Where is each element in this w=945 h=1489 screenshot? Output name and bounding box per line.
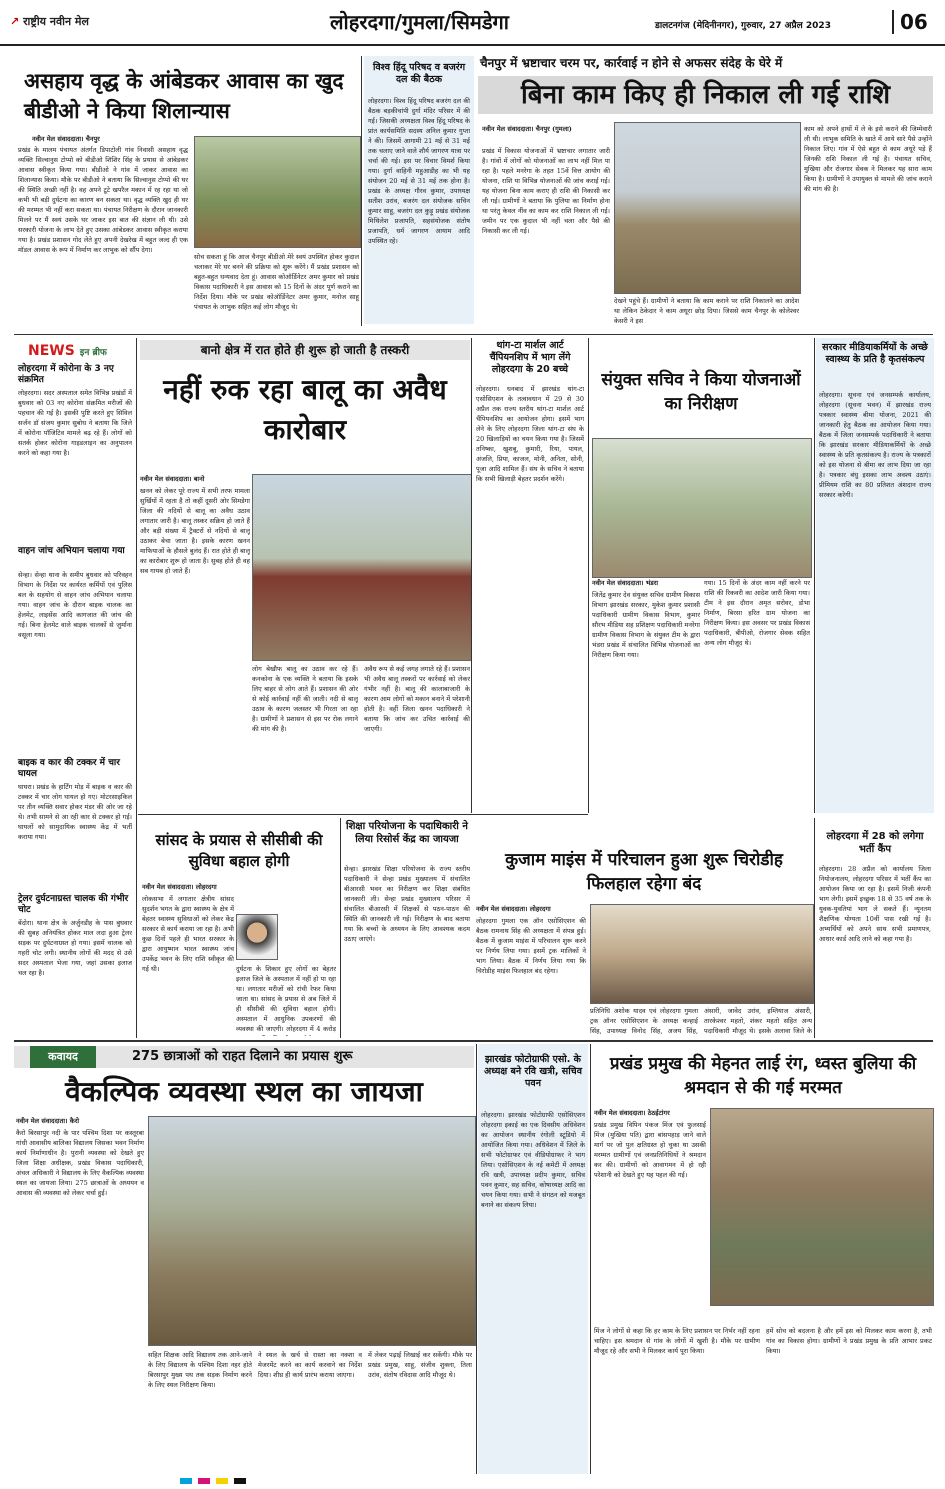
headline: सांसद के प्रयास से सीसीबी की सुविधा बहाल होगी [155,831,323,870]
headline: नहीं रुक रहा बालू का अवैध कारोबार [163,373,447,446]
kicker: 275 छात्राओं को राहत दिलाने का प्रयास शुरू [132,1049,353,1064]
article-photography-assoc [478,1044,588,1474]
article-media-health [816,338,934,813]
print-color-bar [180,1478,780,1484]
article-body-cont: लोग बेखौफ बालू का उठाव कर रहे हैं। कनकोना के एक व्यक्ति ने बताया कि इसके लिए बाहर से लोग आते हैं। प्रशासन की ओर से कोई कार्रवाई नहीं की जाती। नदी से बालू उठाव के कारण जलस्तर भी गिरता जा रहा है। ग्रामीणों ने प्रशासन से इस पर रोक लगाने की मांग की है। [252,665,358,733]
article-body-cont2: अंसारी, जावेद उरांव, इम्तियाज अंसारी, तारकेश्वर महतो, शंकर महतो सहित अन्य पदाधिकारी मौजूद थे। इसके अलावा जिले के [704,1007,812,1035]
headline: बिना काम किए ही निकाल ली गई राशि [478,76,933,114]
article-body-cont: मिंज ने लोगों से कहा कि हर काम के लिए प्रशासन पर निर्भर नहीं रहना चाहिए। इस श्रमदान से गांव के लोगों में खुशी है। मौके पर ग्रामीण मौजूद रहे और सभी ने मिलकर कार्य पूरा किया। [594,1327,760,1355]
divider [136,338,137,1038]
color-swatch-magenta [198,1478,210,1484]
article-body-cont2: अवैध रूप से कई जगह लगाते रहे हैं। प्रशासन भी अवैध बालू तस्करों पर कार्रवाई को लेकर गंभीर नहीं है। बालू की कालाबाजारी के कारण आम लोगों को मकान बनाने में परेशानी होती है। वहीं जिला खनन पदाधिकारी ने बताया कि जांच कर उचित कार्रवाई की जाएगी। [364,665,470,733]
brief-title-trailer: ट्रेलर दुर्घटनाग्रस्त चालक की गंभीर चोट [18,894,129,915]
article-body-cont2: ने स्थल के खर्च से रास्ता का नक्शा व मेजरमेंट करने का कार्य करवाने का निर्देश दिया। शीघ्र ही कार्य प्रारंभ कराया जाएगा। [258,1351,362,1379]
article-vhp-meeting [364,56,474,324]
photo-bdo-foundation [194,136,361,248]
article-body: लोहरदगा गुमला एक ऑन एसोसिएशन की बैठक रामनाथ सिंह की अध्यक्षता में संपन्न हुई। बैठक में कुजाम माइंस में परिचालन शुरू करने पर निर्णय लिया गया। इसमें ट्रक मालिकों ने भाग लिया। बैठक में निर्णय लिया गया कि चिरोडीह माइंस फिलहाल बंद रहेगा। [476,917,586,975]
byline: नवीन मेल संवाददाता। भंडरा [592,579,659,587]
byline: नवीन मेल संवाददाता। चैनपुर [32,135,100,143]
photo-inspection [592,438,812,578]
article-culvert-repair [592,1044,934,1474]
masthead [0,0,945,46]
article-body-cont2: हमें सोच को बदलना है और हमें इस को मिलकर काम करना है, तभी गांव का विकास होगा। ग्रामीणों ने प्रखंड प्रमुख के प्रति आभार प्रकट किया। [766,1327,932,1355]
divider [14,1040,933,1042]
photo-meeting [590,904,814,1004]
brief-tag: इन ब्रीफ [79,348,107,358]
photo-culvert-work [710,1108,934,1306]
article-education-project [342,818,472,1038]
article-kujam-mines [474,818,814,1038]
article-sand-mining [140,338,470,813]
photo-site-visit [148,1116,476,1346]
divider [14,334,933,335]
news-tag: NEWS [28,343,75,359]
article-mp-ccb [140,818,338,1038]
byline: नवीन मेल संवाददाता। कैरो [16,1117,80,1125]
divider [588,338,589,813]
brief-body-corona: लोहरदगा। सदर अस्पताल समेत विभिन्न प्रखंडों में बुधवार को 03 नए कोरोना संक्रमित मरीजों की पहचान की गई है। इसकी पुष्टि करते हुए सिविल सर्जन डॉ संजय कुमार सुबोध ने बताया कि जिले में कोरोना पॉजिटिव मामले बढ़ रहे हैं। लोगों को सतर्क होकर कोरोना गाइडलाइन का अनुपालन करने को कहा गया है। [18,389,132,457]
article-joint-secretary [590,338,812,813]
article-body: कैरो बिरसापुर नदी के पार पश्चिम दिशा पर कस्तूरबा गांधी आवासीय बालिका विद्यालय जिसका भवन निर्माण कार्य निर्माणाधीन है। पुरानी व्यवस्था को देखते हुए जिला शिक्षा अधीक्षक, प्रखंड विकास पदाधिकारी, अंचल अधिकारी ने विद्यालय के लिए वैकल्पिक व्यवस्था स्थल का जायजा लिया। 275 छात्राओं के अध्ययन व आवास की व्यवस्था को लेकर चर्चा हुई। [16,1129,144,1197]
article-thang-ta [474,338,586,813]
news-brief-header [28,340,107,359]
brief-body-accident: घाघरा। प्रखंड के हार्टिंग मोड़ में बाइक व कार की टक्कर में चार लोग घायल हो गए। मोटरसाइकिल पर तीन व्यक्ति सवार होकर मंडर की ओर जा रहे थे। तभी सामने से आ रही कार से टक्कर हो गई। घायलों को सामुदायिक स्वास्थ्य केंद्र में भर्ती कराया गया। [18,783,132,841]
brief-title-accident: बाइक व कार की टक्कर में चार घायल [18,758,120,779]
brief-title-vehicle: वाहन जांच अभियान चलाया गया [18,546,125,556]
photo-tractor [252,474,472,661]
headline: संयुक्त सचिव ने किया योजनाओं का निरीक्षण [601,370,801,414]
headline: विश्व हिंदू परिषद व बजरंग दल की बैठक [372,62,466,85]
article-body: प्रखंड प्रमुख विपिन पंकज मिंज एवं फुलसाई मिंज (मुखिया पति) द्वारा बांसपहाड़ जाने वाले मार्ग पर जो पुल क्षतिग्रस्त हो चुका था उसकी मरम्मत ग्रामीणों एवं जनप्रतिनिधियों ने श्रमदान कर की। ग्रामीणों को आवागमन में हो रही परेशानी को देखते हुए यह पहल की गई। [594,1121,706,1179]
logo-text: राष्ट्रीय नवीन मेल [23,15,89,28]
article-alternative-site [14,1044,474,1474]
article-job-camp [816,818,934,1038]
divider [361,56,362,326]
byline: नवीन मेल संवाददाता। लोहरदगा [476,905,551,913]
article-body: लोहरदगा। धनबाद में झारखंड थांग-टा एसोसिएशन के तत्वावधान में 29 से 30 अप्रैल तक राज्य स्तरीय थांग-टा मार्शल आर्ट चैंपियनशिप का आयोजन होगा। इसमें भाग लेने के लिए लोहरदगा जिला थांग-टा संघ के 20 खिलाड़ियों का चयन किया गया है। जिसमें तनिष्का, खुशबू, कुमारी, रिया, पायल, अंजलि, प्रिया, काजल, मोनी, अनिता, सोनी, पूजा आदि शामिल हैं। संघ के सचिव ने बताया कि सभी खिलाड़ी बेहतर प्रदर्शन करेंगे। [476,385,584,483]
byline: नवीन मेल संवाददाता। चैनपुर (गुमला) [482,125,572,133]
article-body: जितेंद्र कुमार देव संयुक्त सचिव ग्रामीण विकास विभाग झारखंड सरकार, मुकेश कुमार प्रशासी पदाधिकारी ग्रामीण विकास विभाग, कुमार सौरभ मीडिया सह प्रशिक्षण पदाधिकारी मनरेगा ग्रामीण विकास विभाग के संयुक्त टीम के द्वारा भंडरा प्रखंड में संचालित विभिन्न योजनाओं का निरीक्षण किया गया। [592,591,700,659]
divider [340,818,341,1038]
brief-body-trailer: बेंदोरा। थाना क्षेत्र के अर्जुनडीह के पास बुधवार की सुबह अनियंत्रित होकर माल लदा हुआ ट्रेलर सड़क पर दुर्घटनाग्रस्त हो गया। इसमें चालक को गहरी चोट लगी। स्थानीय लोगों की मदद से उसे सदर अस्पताल भेजा गया, जहां उसका इलाज चल रहा है। [18,919,132,977]
brief-body-vehicle: सेन्हा। सेन्हा थाना के समीप बुधवार को परिवहन विभाग के निर्देश पर कार्यरत कर्मियों एवं पुलिस बल के सहयोग से वाहन जांच अभियान चलाया गया। वाहन जांच के दौरान बाइक चालक का हेलमेट, लाइसेंस आदि कागजात की जांच की गई। बिना हेलमेट वाले बाइक चालकों से जुर्माना वसूला गया। [18,571,132,639]
bird-icon: ↗ [10,15,20,28]
byline: नवीन मेल संवाददाता। लोहरदगा [142,883,217,891]
article-body: लोहरदगा। 28 अप्रैल को कार्यालय जिला नियोजनालय, लोहरदगा परिसर में भर्ती कैंप का आयोजन किया जा रहा है। इसमें निजी कंपनी भाग लेगी। इसमें इच्छुक 18 से 35 वर्ष तक के युवक-युवतियां भाग ले सकते हैं। न्यूनतम शैक्षणिक योग्यता 10वीं पास रखी गई है। अभ्यर्थियों को अपने साथ सभी प्रमाणपत्र, आधार कार्ड आदि लाने को कहा गया है। [819,865,931,943]
article-body-cont: सोच सकता हूं कि आज चैनपुर बीडीओ मेरे स्वयं उपस्थित होकर कुदाल चलाकर मेरे घर बनने की प्रक्रिया को शुरू करेंगे। मैं प्रखंड प्रशासन को बहुत-बहुत धन्यवाद देता हूं। आवास कोऑर्डिनेटर अमर कुमार को प्रखंड विकास पदाधिकारी ने इस आवास को 15 दिनों के अंदर पूर्ण कराने का निर्देश दिया। मौके पर प्रखंड कोऑर्डिनेटर अमर कुमार, मनोज साहू पंचायत के लाभुक सहित कई लोग मौजूद थे। [194,253,359,311]
article-body: प्रखंड के मालम पंचायत अंतर्गत डिपाटोली गांव निवासी असहाय वृद्ध व्यक्ति सिल्वानुस टोप्पो को बीडीओ शिशिर सिंह के प्रयास से आंबेडकर आवास स्वीकृत किया गया। बीडीओ ने गांव में जाकर आवास का शिलान्यास किया। मौके पर बीडीओ ने बताया कि सिल्वानुस टोप्पो की घर की स्थिति अच्छी नहीं है। वह अपने टूटे खपरैल मकान में रह रहा था जो कभी भी बड़ी दुर्घटना का कारण बन सकता था। वृद्ध व्यक्ति खुद ही घर की मरम्मत भी नहीं करा सकता था। पंचायत निरीक्षण के दौरान जानकारी मिलने पर मैं स्वयं उसके घर जाकर इस बात की संज्ञान ली थी। उसे सरकारी योजना के लाभ देते हुए उसका आंबेडकर आवास स्वीकृत कराया गया है। प्रखंड प्रशासन गोद लेते हुए अपनी देखरेख में बहुत जल्द ही एक मॉडल आवास के रूप में निर्माण कर लाभुक को सौंप देगा। [18,146,188,254]
byline: नवीन मेल संवाददाता। बानो [140,475,205,483]
article-body-cont: गया। 15 दिनों के अंदर काम नहीं करने पर राशि की रिकवरी का आदेश जारी किया गया। टीम ने इस दौरान अमृत सरोवर, डोभा निर्माण, बिरसा हरित ग्राम योजना का निरीक्षण किया। इस अवसर पर प्रखंड विकास पदाधिकारी, बीपीओ, रोजगार सेवक सहित अन्य लोग मौजूद थे। [704,579,810,647]
divider [590,1044,591,1474]
headline: शिक्षा परियोजना के पदाधिकारी ने लिया रिसोर्स केंद्र का जायजा [346,821,468,845]
divider [814,338,815,813]
article-body-cont: प्रतिनिधि अशोक यादव एवं लोहरदगा गुमला ट्रक ऑनर एसोसिएशन के अध्यक्ष कन्हाई सिंह, उपाध्यक्ष विनोद सिंह, अजय सिंह, [590,1007,698,1035]
kicker: चैनपुर में भ्रष्टाचार चरम पर, कार्रवाई न होने से अफसर संदेह के घेरे में [480,56,783,70]
divider [138,814,588,815]
article-body-cont2: काम को अपने हाथों में ले के इसे कराने की जिम्मेवारी ली थी। लाभुक समिति के खाते में आये सारे पैसे उन्होंने निकाल लिए। गांव में ऐसे बहुत से काम अधूरे पड़े हैं जिनकी राशि निकाल ली गई है। पंचायत सचिव, मुखिया और रोजगार सेवक ने मिलकर यह सारा काम किया है। ग्रामीणों ने उपायुक्त से मामले की जांच कराने की मांग की है। [804,125,932,193]
color-swatch-cyan [180,1478,192,1484]
divider [476,1044,477,1474]
article-body-cont: सहित शिक्षक आदि विद्यालय तक आने-जाने के लिए विद्यालय के पश्चिम दिशा नहर होते बिरसापुर मुख्य पथ तक सड़क निर्माण करने के लिए स्थल निरीक्षण किया। [148,1351,252,1389]
color-swatch-black [234,1478,246,1484]
headline: असहाय वृद्ध के आंबेडकर आवास का खुद बीडीओ ने किया शिलान्यास [24,69,344,123]
headline: झारखंड फोटोग्राफी एसो. के अध्यक्ष बने रवि खत्री, सचिव पवन [484,1054,582,1089]
headline: कुजाम माइंस में परिचालन हुआ शुरू चिरोडीह फिलहाल रहेगा बंद [505,850,783,894]
article-body: लोहरदगा। झारखंड फोटोग्राफी एसोसिएशन लोहरदगा इकाई का एक दिवसीय अधिवेशन का आयोजन स्थानीय रंगोली स्टूडियो में आयोजित किया गया। अधिवेशन में जिले के सभी फोटोग्राफर एवं वीडियोग्राफर ने भाग लिया। एसोसिएशन के नई कमेटी में अध्यक्ष रवि खत्री, उपाध्यक्ष प्रदीप कुमार, सचिव पवन कुमार, सह सचिव, कोषाध्यक्ष आदि का चयन किया गया। सभी ने संगठन को मजबूत बनाने का संकल्प लिया। [481,1111,585,1209]
tag-kavayad: कवायद [30,1046,96,1068]
photo-mp-portrait [236,914,278,960]
article-body: लोहरदगा। विश्व हिंदू परिषद बजरंग दल की बैठक बड़कीचांपी दुर्गा मंदिर परिसर में की गई। जिसकी अध्यक्षता विश्व हिंदू परिषद के प्रांत कार्यसमिति सदस्य अनिल कुमार गुप्ता ने की। जिसमें आगामी 21 मई से 31 मई तक चलाए जाने वाले शौर्य जागरण यात्रा पर चर्चा की गई। इस पर विचार विमर्श किया गया। दुर्गा वाहिनी महुआडीह का भी यह संयोजन 20 मई से 31 मई तक होना है। प्रखंड के अध्यक्ष गौरव कुमार, उपाध्यक्ष सतीश उरांव, बजरंग दल संयोजक सचिन कुमार साहू, बजरंग दल कुड़ू प्रखंड संयोजक मिथिलेश प्रजापति, सहसंयोजक संतोष प्रजापति, धर्म जागरण आयाम आदि उपस्थित रहे। [368,97,470,245]
headline: लोहरदगा में 28 को लगेगा भर्ती कैंप [826,831,924,855]
kicker: बानो क्षेत्र में रात होते ही शुरू हो जाती है तस्करी [140,340,470,360]
article-body-cont3: में लेकर पढ़ाई लिखाई कर सकेंगी। मौके पर प्रखंड प्रमुख, साहू, संजीव शुक्ला, तिला उरांव, संतोष रविदास आदि मौजूद थे। [368,1351,472,1379]
byline: नवीन मेल संवाददाता। ठेठईटांगर [594,1109,670,1117]
photo-incomplete-work [614,122,801,294]
brief-title-corona: लोहरदगा में कोरोना के 3 नए संक्रमित [18,364,114,385]
article-ambedkar-awas [14,56,359,324]
page-number: 06 [892,10,928,34]
newspaper-logo [10,14,89,29]
headline: वैकल्पिक व्यवस्था स्थल का जायजा [65,1075,423,1108]
divider [471,338,472,813]
article-chainpur-corruption [478,50,933,330]
article-body-cont: दुर्घटना के शिकार हुए लोगों का बेहतर इलाज जिले के अस्पताल में नहीं हो पा रहा था। लगातार मरीजों को रांची रेफर किया जाता था। सांसद के प्रयास से अब जिले में ही सीसीबी की सुविधा बहाल होगी। अस्पताल में आधुनिक उपकरणों की व्यवस्था की जाएगी। लोहरदगा में 4 करोड़ [236,965,336,1033]
article-body: लोकसभा में लगातार क्षेत्रीय सांसद सुदर्शन भगत के द्वारा स्वास्थ्य के क्षेत्र में बेहतर स्वास्थ्य सुविधाओं को लेकर केंद्र सरकार से कार्य कराया जा रहा है। अभी कुछ दिनों पहले ही भारत सरकार के द्वारा आयुष्मान भारत स्वास्थ्य जांच उपकेंद्र भवन के लिए राशि स्वीकृत की गई थी। [142,895,234,973]
divider [814,818,815,1038]
headline: सरकार मीडियाकर्मियों के अच्छे स्वास्थ्य के प्रति है कृतसंकल्प [822,342,928,365]
headline: थांग-टा मार्शल आर्ट चैंपियनशिप में भाग लेंगे लोहरदगा के 20 बच्चे [489,340,571,375]
article-body: सेन्हा। झारखंड शिक्षा परियोजना के राज्य स्तरीय पदाधिकारी ने सेन्हा प्रखंड मुख्यालय में संचालित बीआरसी भवन का निरीक्षण कर शिक्षा संबंधित जानकारी ली। सेन्हा प्रखंड मुख्यालय परिसर में संचालित बीआरसी में शिक्षकों से पठन-पाठन की स्थिति की जानकारी ली गई। निरीक्षण के बाद बताया गया कि बच्चों के अध्ययन के लिए आवश्यक कदम उठाए जाएंगे। [344,865,470,943]
article-body: खनन को लेकर पूरे राज्य में सभी तरफ मामला सुर्खियों में रहता है तो कहीं दूसरी ओर सिमडेगा जिला की नदियों से बालू का अवैध उठाव लगातार जारी है। बालू तस्कर सक्रिय हो जाते हैं और बड़ी संख्या में ट्रैक्टरों से नदियों से बालू उठाकर बेचा जाता है। इसके कारण खनन माफियाओं के हौसले बुलंद हैं। रात होते ही बालू का कारोबार शुरू हो जाता है। सुबह होते ही वह सब गायब हो जाते हैं। [140,487,250,575]
article-body: लोहरदगा। सूचना एवं जनसम्पर्क कार्यालय, लोहरदगा (सूचना भवन) में झारखंड राज्य पत्रकार स्वास्थ्य बीमा योजना, 2021 की जानकारी हेतु बैठक का आयोजन किया गया। बैठक में जिला जनसम्पर्क पदाधिकारी ने बताया कि झारखंड सरकार मीडियाकर्मियों के अच्छे स्वास्थ्य के प्रति कृतसंकल्प है। राज्य के पत्रकारों को इस योजना से बीमा का लाभ दिया जा रहा है। पत्रकार बंधु इसका लाभ अवश्य उठाएं। प्रीमियम राशि का 80 प्रतिशत अंशदान राज्य सरकार करेगी। [819,391,931,499]
news-in-brief [14,338,134,1036]
article-body-cont: देखने पहुंचे हैं। ग्रामीणों ने बताया कि काम कराने पर राशि निकालने का आदेश था लेकिन ठेकेदार ने काम अधूरा छोड़ दिया। जिससे काम चैनपुर के कोलेश्वर केसरी ने इस [614,297,799,325]
color-swatch-yellow [216,1478,228,1484]
dateline: डालटनगंज (मेदिनीनगर), गुरुवार, 27 अप्रैल 2023 [655,21,831,31]
article-body: प्रखंड में विकास योजनाओं में भ्रष्टाचार लगातार जारी है। गांवों में लोगों को योजनाओं का लाभ नहीं मिल पा रहा है। पहले मनरेगा के तहत 15वें वित्त आयोग की योजना, राशि या विभिन्न योजनाओं की जांच कराई गई। यह योजना बिना काम कराए ही राशि की निकासी कर ली गई। ग्रामीणों ने बताया कि पुलिया का निर्माण होना था परंतु केवल नींव का काम कर राशि निकाल ली गई। जमीन पर एक कुदाल भी नहीं चला और पैसे की निकासी कर ली गई। [482,147,610,235]
section-title: लोहरदगा/गुमला/सिमडेगा [330,10,509,34]
headline: प्रखंड प्रमुख की मेहनत लाई रंग, ध्वस्त बुलिया की श्रमदान से की गई मरम्मत [609,1054,917,1098]
